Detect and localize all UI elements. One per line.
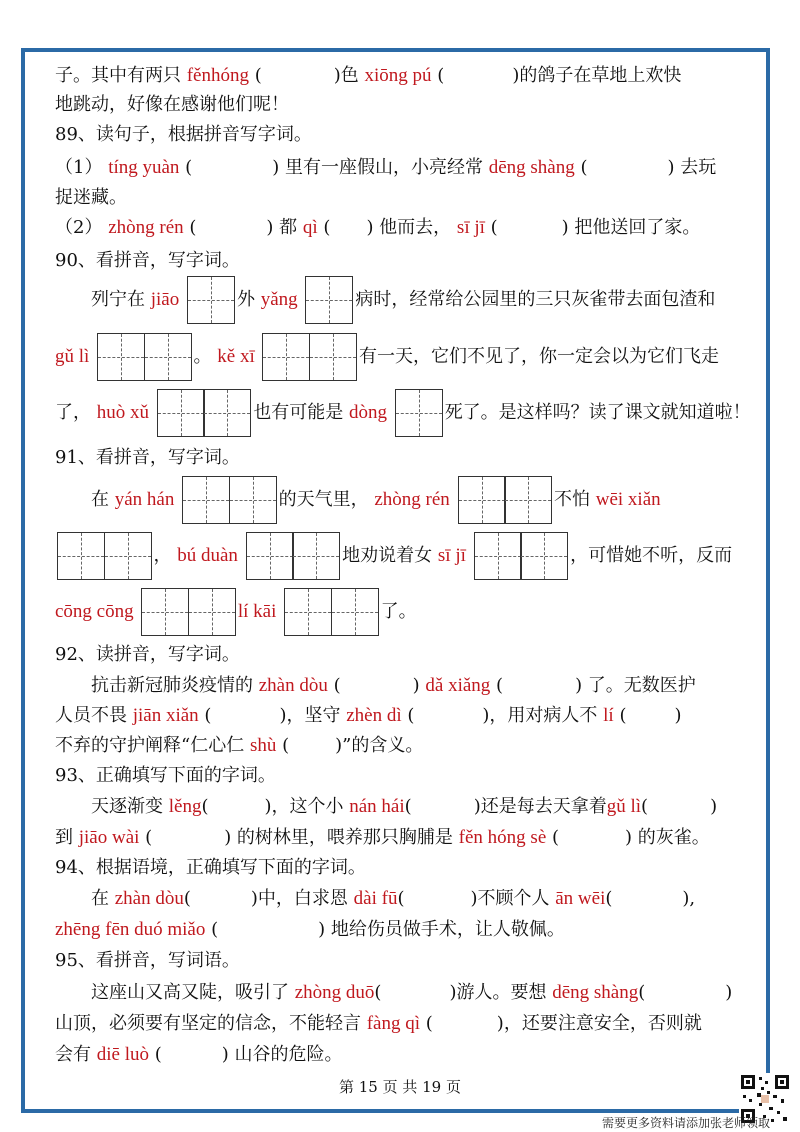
- paren: (: [183, 888, 191, 909]
- text-line: [55, 532, 732, 580]
- writing-grid[interactable]: [246, 532, 341, 580]
- question-90-title: 90、看拼音，写字词。: [55, 250, 240, 271]
- pinyin: lěng: [168, 796, 202, 817]
- question-94-title: 94、根据语境，正确填写下面的字词。: [55, 857, 366, 878]
- page-number: 第 15 页 共 19 页: [338, 1078, 461, 1096]
- question-title: [55, 446, 240, 470]
- pinyin: dēng shàng: [552, 982, 639, 1003]
- text: )”的含义。: [335, 735, 424, 756]
- text: 死了。是这样吗？读了课文就知道啦！: [444, 402, 751, 423]
- paren: (: [397, 888, 405, 909]
- text-line: [55, 887, 695, 911]
- paren: (: [201, 796, 209, 817]
- paren: (: [211, 919, 219, 940]
- paren: (: [204, 705, 212, 726]
- text: ) 地给伤员做手术，让人敬佩。: [318, 919, 565, 940]
- paren: (: [496, 675, 504, 696]
- writing-grid[interactable]: [182, 476, 277, 524]
- pinyin: lí: [603, 705, 614, 726]
- pinyin: dòng: [348, 402, 387, 423]
- text: ) 把他送回了家。: [561, 217, 701, 238]
- text-line: [55, 476, 661, 524]
- pinyin: zhòng rén: [374, 489, 450, 510]
- text-line: [55, 186, 127, 210]
- question-89-title: 89、读句子，根据拼音写字词。: [55, 124, 312, 145]
- pinyin: nán hái: [349, 796, 405, 817]
- text: 这座山又高又陡，吸引了: [91, 982, 289, 1003]
- text-line: [55, 734, 423, 758]
- page-footer: [0, 1076, 800, 1097]
- text: 有一天，它们不见了，你一定会以为它们飞走: [358, 346, 719, 367]
- paren: (: [605, 888, 613, 909]
- text: 在: [91, 489, 109, 510]
- pinyin: qì: [302, 217, 318, 238]
- text: （1）: [55, 157, 103, 178]
- text: 不怕: [554, 489, 591, 510]
- writing-grid[interactable]: [474, 532, 569, 580]
- text: 列宁在: [91, 289, 145, 310]
- pinyin: jiāo: [150, 289, 180, 310]
- text: 也有可能是: [253, 402, 344, 423]
- paren: (: [580, 157, 588, 178]
- text: 山顶，必须要有坚定的信念，不能轻言: [55, 1013, 361, 1034]
- pinyin: shù: [249, 735, 277, 756]
- pinyin: xiōng pú: [364, 65, 432, 86]
- writing-grid[interactable]: [262, 333, 357, 381]
- pinyin: sī jī: [456, 217, 485, 238]
- text: 了，: [55, 402, 91, 423]
- pinyin: huò xǔ: [96, 402, 149, 423]
- paren: ): [412, 675, 420, 696]
- question-95-title: 95、看拼音，写词语。: [55, 950, 240, 971]
- text: 天逐渐变: [91, 796, 163, 817]
- text-line: [55, 1012, 702, 1036]
- pinyin: fàng qì: [366, 1013, 421, 1034]
- paren: (: [641, 796, 649, 817]
- text: 地劝说着女: [342, 545, 433, 566]
- writing-grid[interactable]: [187, 276, 235, 324]
- pinyin: zhēng fēn duó miǎo: [55, 919, 206, 940]
- writing-grid[interactable]: [395, 389, 443, 437]
- writing-grid[interactable]: [157, 389, 252, 437]
- paren: (: [374, 982, 382, 1003]
- text-line: [55, 795, 717, 819]
- pinyin: kě xī: [217, 346, 255, 367]
- footer-note: [602, 1114, 770, 1131]
- text: ) 了。无数医护: [575, 675, 696, 696]
- paren: ),: [682, 888, 696, 909]
- pinyin: dài fū: [353, 888, 398, 909]
- paren: (: [425, 1013, 433, 1034]
- text-line: [55, 674, 696, 698]
- text: ) 去玩: [667, 157, 717, 178]
- text: ，可惜她不听，反而: [570, 545, 733, 566]
- text: 会有: [55, 1044, 91, 1065]
- question-92-title: 92、读拼音，写字词。: [55, 644, 240, 665]
- text-line: [55, 1043, 343, 1067]
- text: 不弃的守护阐释“仁心仁: [55, 735, 245, 756]
- pinyin: bú duàn: [177, 545, 238, 566]
- text: )游人。要想: [449, 982, 547, 1003]
- text: )，坚守: [279, 705, 341, 726]
- text: )的鸽子在草地上欢快: [512, 65, 682, 86]
- paren: (: [145, 827, 153, 848]
- paren: (: [254, 65, 262, 86]
- text: 外: [236, 289, 255, 310]
- pinyin: diē luò: [96, 1044, 149, 1065]
- question-91-title: 91、看拼音，写字词。: [55, 447, 240, 468]
- text: ) 他而去，: [366, 217, 452, 238]
- text-line: [55, 704, 682, 728]
- writing-grid[interactable]: [57, 532, 152, 580]
- writing-grid[interactable]: [97, 333, 192, 381]
- paren: (: [189, 217, 197, 238]
- text: （2）: [55, 217, 103, 238]
- text: 在: [91, 888, 109, 909]
- paren: (: [282, 735, 290, 756]
- text: ) 山谷的危险。: [221, 1044, 343, 1065]
- text: )色: [333, 65, 359, 86]
- pinyin: fěnhóng: [186, 65, 249, 86]
- paren: (: [437, 65, 445, 86]
- paren: (: [333, 675, 341, 696]
- paren: (: [619, 705, 627, 726]
- text: 的天气里，: [278, 489, 369, 510]
- text: ) 的灰雀。: [625, 827, 710, 848]
- text-line: [55, 93, 289, 117]
- text: 了。: [380, 601, 417, 622]
- paren: ): [674, 705, 682, 726]
- text-line: [55, 333, 719, 381]
- text: 地跳动，好像在感谢他们呢！: [55, 94, 289, 115]
- pinyin: zhòng duō: [294, 982, 375, 1003]
- paren: (: [638, 982, 646, 1003]
- text: ) 里有一座假山，小亮经常: [272, 157, 483, 178]
- writing-grid[interactable]: [141, 588, 236, 636]
- pinyin: tíng yuàn: [108, 157, 180, 178]
- pinyin: fěn hóng sè: [458, 827, 547, 848]
- paren: (: [490, 217, 498, 238]
- question-title: [55, 764, 276, 788]
- writing-grid[interactable]: [305, 276, 353, 324]
- text-line: [55, 981, 732, 1005]
- paren: (: [407, 705, 415, 726]
- text: )中，白求恩: [250, 888, 348, 909]
- text: )还是每去天拿着: [473, 796, 607, 817]
- text: 子。其中有两只: [55, 65, 181, 86]
- pinyin: gǔ lì: [606, 796, 642, 817]
- question-93-title: 93、正确填写下面的字词。: [55, 765, 276, 786]
- paren: (: [185, 157, 193, 178]
- text: )，这个小: [264, 796, 344, 817]
- question-title: [55, 249, 240, 273]
- text-line: [55, 216, 700, 240]
- writing-grid[interactable]: [458, 476, 553, 524]
- text: 到: [55, 827, 73, 848]
- text-line: [55, 276, 715, 324]
- pinyin: lí kāi: [237, 601, 277, 622]
- question-title: [55, 856, 366, 880]
- pinyin: cōng cōng: [55, 601, 134, 622]
- text-line: [55, 64, 681, 88]
- pinyin: gǔ lì: [55, 346, 90, 367]
- pinyin: dǎ xiǎng: [425, 675, 491, 696]
- paren: (: [323, 217, 331, 238]
- pinyin: yǎng: [260, 289, 298, 310]
- paren: ): [710, 796, 718, 817]
- question-title: [55, 949, 240, 973]
- text-line: [55, 588, 417, 636]
- paren: (: [154, 1044, 162, 1065]
- text: ) 的树林里，喂养那只胸脯是: [224, 827, 453, 848]
- pinyin: zhàn dòu: [114, 888, 184, 909]
- footer-note-text: 需要更多资料请添加张老师领取: [601, 1116, 770, 1130]
- pinyin: dēng shàng: [488, 157, 575, 178]
- pinyin: zhèn dì: [346, 705, 402, 726]
- text: ，: [153, 545, 172, 566]
- text: 人员不畏: [55, 705, 127, 726]
- text: 抗击新冠肺炎疫情的: [91, 675, 253, 696]
- pinyin: wēi xiǎn: [595, 489, 661, 510]
- writing-grid[interactable]: [284, 588, 379, 636]
- text: 捉迷藏。: [55, 187, 127, 208]
- text-line: [55, 826, 710, 850]
- text: )，用对病人不: [482, 705, 598, 726]
- text: )不顾个人: [470, 888, 550, 909]
- question-title: [55, 123, 312, 147]
- pinyin: yán hán: [114, 489, 175, 510]
- paren: (: [552, 827, 560, 848]
- pinyin: jiān xiǎn: [132, 705, 199, 726]
- pinyin: ān wēi: [555, 888, 606, 909]
- pinyin: zhàn dòu: [258, 675, 328, 696]
- paren: (: [404, 796, 412, 817]
- text: 病时，经常给公园里的三只灰雀带去面包渣和: [355, 289, 716, 310]
- text-line: [55, 918, 565, 942]
- text-line: [55, 389, 751, 437]
- pinyin: jiāo wài: [78, 827, 140, 848]
- pinyin: sī jī: [437, 545, 466, 566]
- pinyin: zhòng rén: [108, 217, 184, 238]
- paren: ): [725, 982, 733, 1003]
- text: )，还要注意安全，否则就: [496, 1013, 702, 1034]
- text: 。: [193, 346, 212, 367]
- text-line: [55, 156, 716, 180]
- text: ) 都: [266, 217, 298, 238]
- question-title: [55, 643, 240, 667]
